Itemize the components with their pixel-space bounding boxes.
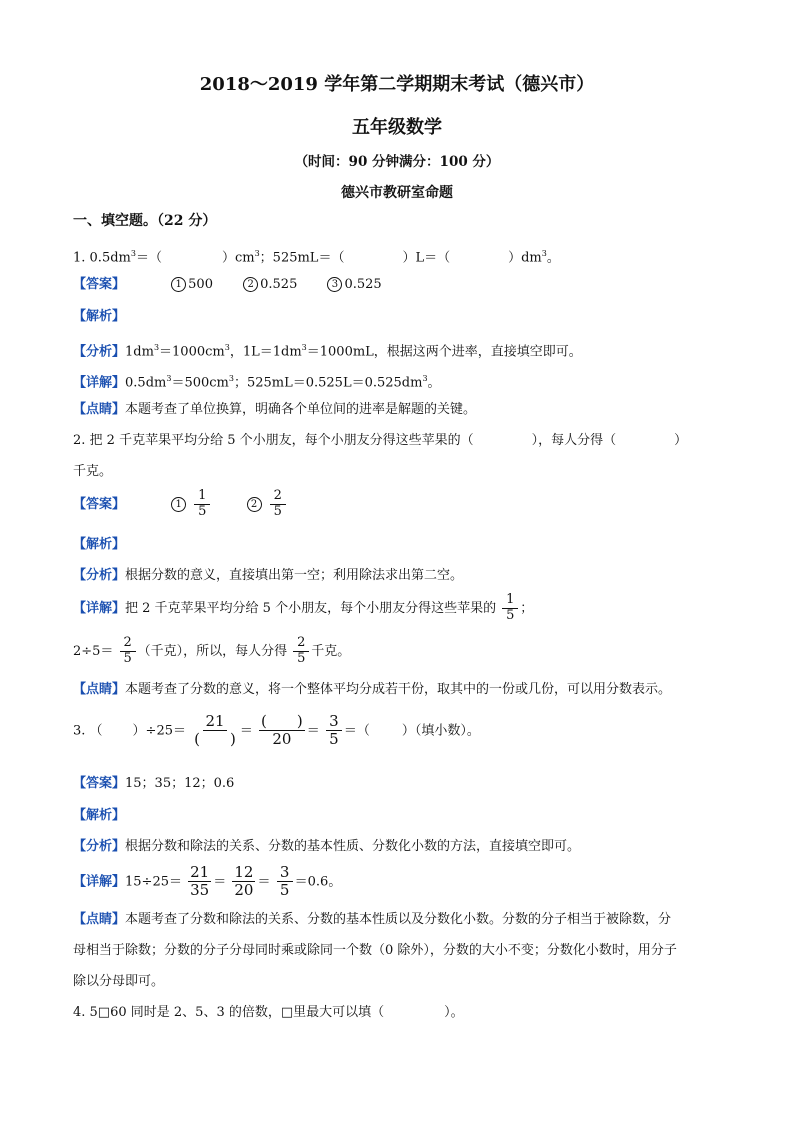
- circle-1-icon: 1: [171, 497, 186, 512]
- dianjing-3: 【点睛】本题考查了分数和除法的关系、分数的基本性质以及分数化小数。分数的分子相当于被除数，分: [73, 912, 672, 927]
- fenxi-3: 【分析】根据分数和除法的关系、分数的基本性质、分数化小数的方法，直接填空即可。: [73, 839, 581, 854]
- question-2-cont: 千克。: [73, 464, 113, 479]
- question-2: 2. 把 2 千克苹果平均分给 5 个小朋友，每个小朋友分得这些苹果的（ ），每人分得（ ）: [73, 433, 688, 448]
- circle-3-icon: 3: [327, 277, 342, 292]
- dianjing-3-cont2: 除以分母即可。: [73, 974, 165, 989]
- fraction: $\frac{21}{( )}$: [194, 712, 236, 749]
- jiexi-3: 【解析】: [73, 808, 126, 823]
- jiexi-1: 【解析】: [73, 309, 126, 324]
- xiangjie-2: 【详解】把 2 千克苹果平均分给 5 个小朋友，每个小朋友分得这些苹果的 $\frac{1}{5}$ ；: [73, 592, 534, 623]
- fraction: $\frac{2}{5}$: [293, 636, 309, 667]
- answer-2: 【答案】 1 $\frac{1}{5}$ 2 $\frac{2}{5}$: [73, 489, 288, 520]
- exam-subject: 五年级数学: [352, 117, 442, 138]
- exam-author: 德兴市教研室命题: [341, 185, 453, 201]
- dianjing-1: 【点睛】本题考查了单位换算，明确各个单位间的进率是解题的关键。: [73, 402, 477, 417]
- question-3: 3. （ ）÷25＝ $\frac{21}{( )}$ ＝ $\frac{( )}{20}$ ＝ $\frac{3}{5}$ ＝（ ）（填小数）。: [73, 712, 480, 749]
- section-heading: 一、填空题。（22 分）: [73, 213, 217, 229]
- dianjing-3-cont: 母相当于除数；分数的分子分母同时乘或除同一个数（0 除外），分数的大小不变；分数化小数时，用分子: [73, 943, 677, 958]
- circle-2-icon: 2: [243, 277, 258, 292]
- fraction: $\frac{2}{5}$: [270, 489, 286, 520]
- dianjing-2: 【点睛】本题考查了分数的意义，将一个整体平均分成若干份，取其中的一份或几份，可以用分数表示。: [73, 682, 672, 697]
- fraction: $\frac{21}{35}$: [190, 863, 210, 900]
- exam-title: 2018～2019 学年第二学期期末考试（德兴市）: [199, 74, 595, 95]
- fraction: $\frac{1}{5}$: [502, 593, 518, 624]
- circle-2-icon: 2: [247, 497, 262, 512]
- fraction: $\frac{12}{20}$: [234, 863, 254, 900]
- answer-1: 【答案】 1 500 2 0.525 3 0.525: [73, 277, 382, 292]
- answer-3: 【答案】15；35；12；0.6: [73, 776, 235, 791]
- question-4: 4. 5□60 同时是 2、5、3 的倍数，□里最大可以填（ ）。: [73, 1005, 464, 1020]
- fraction: $\frac{( )}{20}$: [261, 712, 303, 749]
- xiangjie-2-cont: 2÷5＝ $\frac{2}{5}$ （千克），所以，每人分得 $\frac{2}{5}$ 千克。: [73, 635, 351, 666]
- fenxi-1: 【分析】$1dm^3=1000cm^3$，$1L=1dm^3=1000mL$，根据这两个进率，直接填空即可。: [73, 343, 582, 360]
- jiexi-2: 【解析】: [73, 537, 126, 552]
- fraction: $\frac{3}{5}$: [277, 864, 293, 900]
- xiangjie-3: 【详解】15÷25＝ $\frac{21}{35}$ ＝ $\frac{12}{20}$ ＝ $\frac{3}{5}$ ＝0.6。: [73, 863, 342, 900]
- exam-time-info: （时间：90 分钟满分：100 分）: [294, 154, 500, 170]
- question-1: 1. $0.5dm^3=$（ ）$cm^3$；525mL＝（ ）L＝（ ）$dm^3$。: [73, 249, 560, 266]
- xiangjie-1: 【详解】$0.5dm^3=500cm^3$；$525mL=0.525L=0.525dm^3$。: [73, 374, 441, 391]
- fraction: $\frac{2}{5}$: [120, 636, 136, 667]
- fraction: $\frac{1}{5}$: [194, 489, 210, 520]
- fraction: $\frac{3}{5}$: [326, 713, 342, 749]
- circle-1-icon: 1: [171, 277, 186, 292]
- fenxi-2: 【分析】根据分数的意义，直接填出第一空；利用除法求出第二空。: [73, 568, 464, 583]
